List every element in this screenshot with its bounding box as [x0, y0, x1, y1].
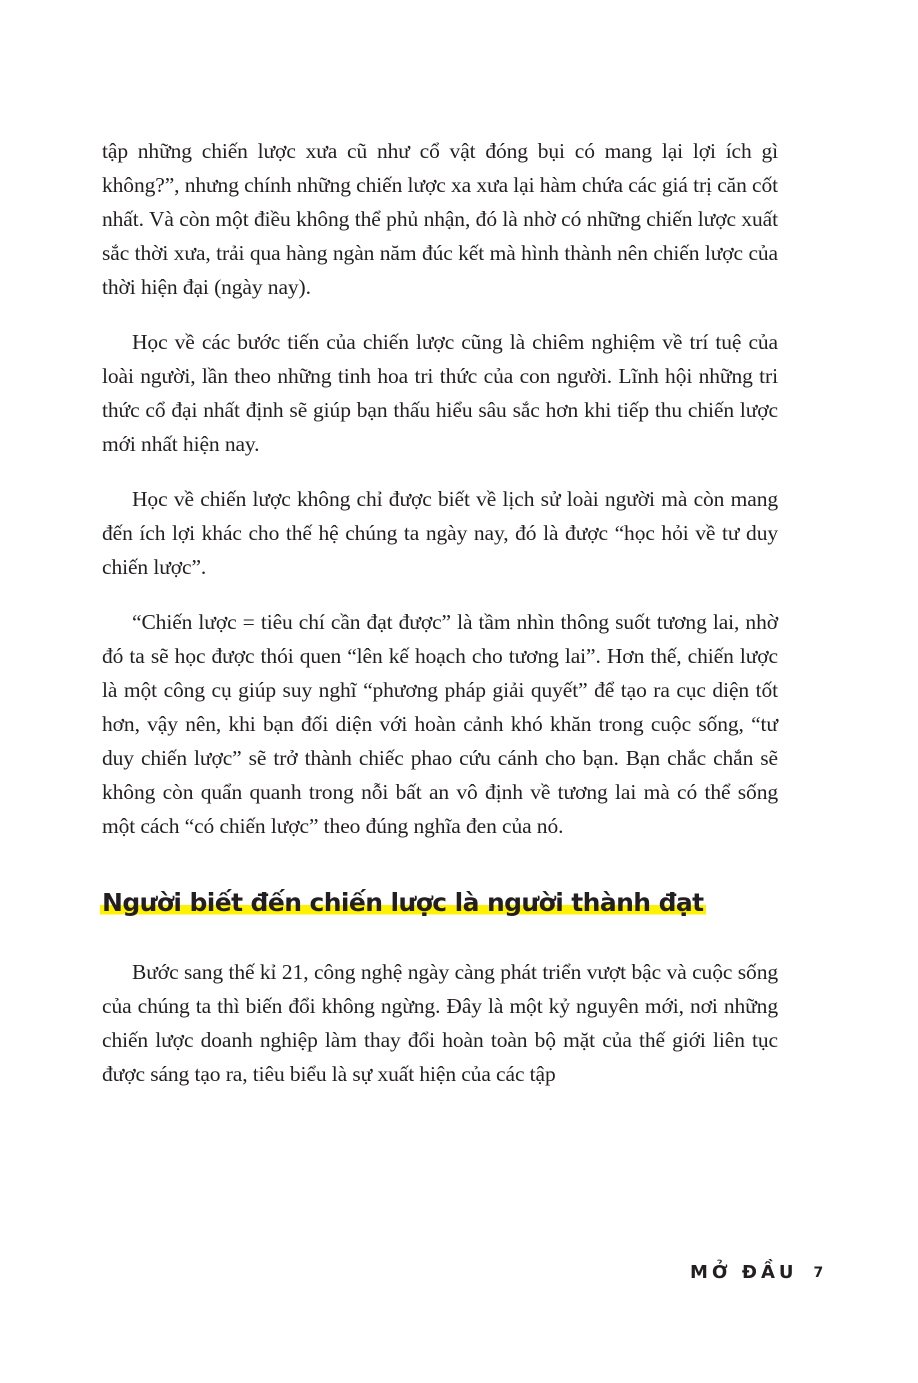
running-section-title: MỞ ĐẦU — [690, 1262, 798, 1283]
paragraph: tập những chiến lược xưa cũ như cổ vật đóng bụi có mang lại lợi ích gì không?”, nhưng chính những chiến lược xa xưa lại hàm chứa các giá trị căn cốt nhất. Và còn một điều không thể phủ nhận, đó là nhờ có những chiến lược xuất sắc thời xưa, trải qua hàng ngàn năm đúc kết mà hình thành nên chiến lược của thời hiện đại (ngày nay). — [102, 139, 778, 299]
section-heading: Người biết đến chiến lược là người thành đạt — [102, 888, 704, 917]
paragraph: Bước sang thế kỉ 21, công nghệ ngày càng phát triển vượt bậc và cuộc sống của chúng ta thì biến đổi không ngừng. Đây là một kỷ nguyên mới, nơi những chiến lược doanh nghiệp làm thay đổi hoàn toàn bộ mặt của thế giới liên tục được sáng tạo ra, tiêu biểu là sự xuất hiện của các tập — [102, 960, 778, 1086]
paragraph: Học về các bước tiến của chiến lược cũng là chiêm nghiệm về trí tuệ của loài người, lần theo những tinh hoa tri thức của con người. Lĩnh hội những tri thức cổ đại nhất định sẽ giúp bạn thấu hiểu sâu sắc hơn khi tiếp thu chiến lược mới nhất hiện nay. — [102, 330, 778, 456]
page-body — [102, 134, 778, 1112]
page-footer — [680, 1262, 830, 1283]
section-heading-container — [100, 885, 778, 921]
paragraph: Học về chiến lược không chỉ được biết về lịch sử loài người mà còn mang đến ích lợi khác cho thế hệ chúng ta ngày nay, đó là được “học hỏi về tư duy chiến lược”. — [102, 487, 778, 579]
paragraph: “Chiến lược = tiêu chí cần đạt được” là tầm nhìn thông suốt tương lai, nhờ đó ta sẽ học được thói quen “lên kế hoạch cho tương lai”. Hơn thế, chiến lược là một công cụ giúp suy nghĩ “phương pháp giải quyết” để tạo ra cục diện tốt hơn, vậy nên, khi bạn đối diện với hoàn cảnh khó khăn trong cuộc sống, “tư duy chiến lược” sẽ trở thành chiếc phao cứu cánh cho bạn. Bạn chắc chắn sẽ không còn quẩn quanh trong nỗi bất an vô định về tương lai mà có thể sống một cách “có chiến lược” theo đúng nghĩa đen của nó. — [102, 610, 778, 838]
page-number: 7 — [813, 1264, 824, 1281]
